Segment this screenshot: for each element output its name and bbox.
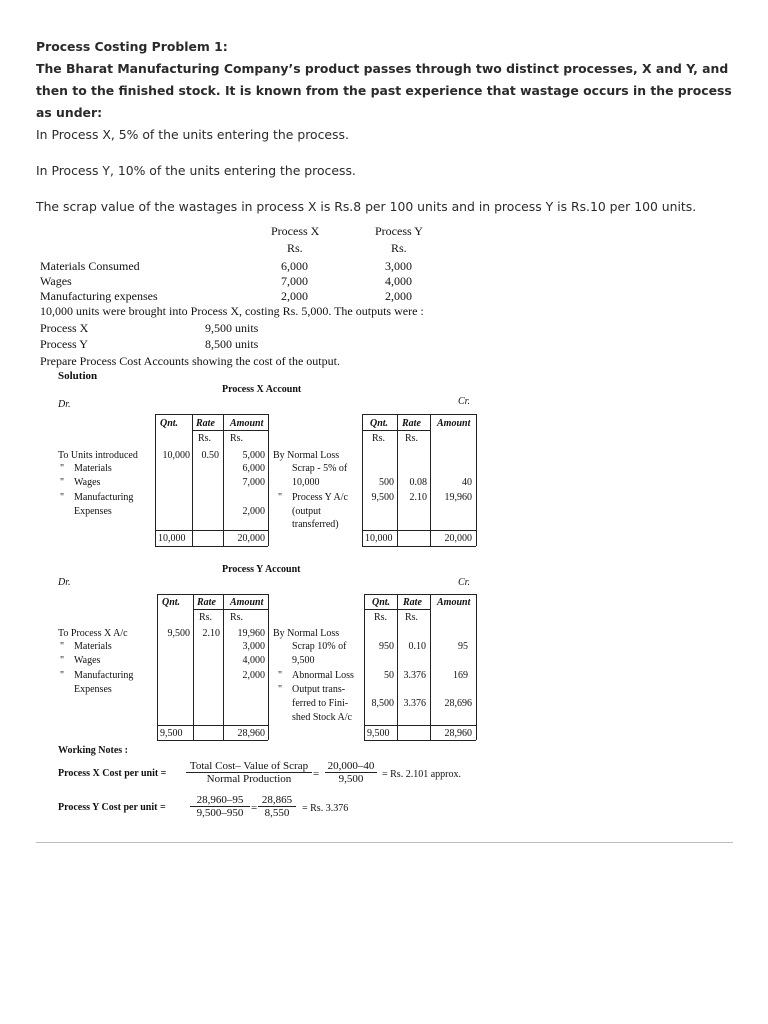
y-dr-label-1: Materials <box>74 641 112 652</box>
output-y-value: 8,500 units <box>205 337 259 351</box>
x-dr-label-1: Materials <box>74 463 112 474</box>
x-dr-label-0: To Units introduced <box>58 450 138 461</box>
x-dr-label-2: Wages <box>74 477 101 488</box>
wn-y-label: Process Y Cost per unit = <box>58 802 166 813</box>
x-cr-py-qnt: 9,500 <box>371 492 394 503</box>
output-y-label: Process Y <box>40 337 88 351</box>
y-cr-abn-l1: Abnormal Loss <box>292 670 354 681</box>
x-cr-normal-amount: 40 <box>462 477 472 488</box>
y-h-amount: Amount <box>230 597 264 608</box>
x-cr-normal-l1: By Normal Loss <box>273 450 340 461</box>
row-label-wages: Wages <box>40 274 72 288</box>
y-dr-qnt-0: 9,500 <box>167 628 190 639</box>
y-h-rate: Rate <box>197 597 216 608</box>
y-total-cr-qnt: 9,500 <box>367 728 390 739</box>
y-dr-ditto-2: " <box>60 655 65 666</box>
x-cr-normal-rate: 0.08 <box>409 477 427 488</box>
problem-statement: The Bharat Manufacturing Company’s product passes through two distinct processes, X and Y, and then to the finished stock. It is known from the past experience that wastage occurs in the process as under: <box>36 61 732 120</box>
wn-x-num2: 20,000–40 <box>327 760 375 772</box>
x-dr-ditto-1: " <box>60 463 65 474</box>
y-cr-abn-rate: 3.376 <box>403 670 426 681</box>
x-h-qnt: Qnt. <box>160 418 179 429</box>
working-notes-title: Working Notes : <box>58 745 128 756</box>
x-total-dr-qnt: 10,000 <box>158 533 186 544</box>
account-x-cr: Cr. <box>458 396 470 407</box>
units-line: 10,000 units were brought into Process X, costing Rs. 5,000. The outputs were : <box>40 304 424 318</box>
y-cr-normal-l3: 9,500 <box>292 655 315 666</box>
row-y-mfg: 2,000 <box>385 289 412 303</box>
col-x-unit: Rs. <box>287 241 303 255</box>
wn-x-den2: 9,500 <box>325 772 377 785</box>
x-h-amount: Amount <box>230 418 264 429</box>
row-y-wages: 4,000 <box>385 274 412 288</box>
y-cr-out-l1: Output trans- <box>292 684 346 695</box>
y-dr-amount-1: 3,000 <box>242 641 265 652</box>
x-cr-normal-l3: 10,000 <box>292 477 320 488</box>
x-dr-ditto-3: " <box>60 492 65 503</box>
y-dr-label-2: Wages <box>74 655 101 666</box>
y-cr-abn-qnt: 50 <box>384 670 394 681</box>
y-h-rate-cr: Rate <box>403 597 422 608</box>
wn-y-num2: 28,865 <box>261 794 293 806</box>
wastage-line-x: In Process X, 5% of the units entering the process. <box>36 127 349 142</box>
x-total-cr-amount: 20,000 <box>444 533 472 544</box>
x-dr-qnt-0: 10,000 <box>162 450 190 461</box>
row-label-mfg: Manufacturing expenses <box>40 289 158 303</box>
problem-title: Process Costing Problem 1: <box>36 39 228 54</box>
y-cr-out-qnt: 8,500 <box>371 698 394 709</box>
y-dr-amount-2: 4,000 <box>242 655 265 666</box>
row-x-wages: 7,000 <box>281 274 308 288</box>
x-total-dr-amount: 20,000 <box>237 533 265 544</box>
y-cr-normal-qnt: 950 <box>379 641 394 652</box>
x-dr-ditto-2: " <box>60 477 65 488</box>
x-dr-amount-1: 6,000 <box>242 463 265 474</box>
x-dr-label-3: Manufacturing <box>74 492 134 503</box>
x-h-amount-rs: Rs. <box>230 433 244 444</box>
y-h-amount-cr: Amount <box>437 597 471 608</box>
output-x-label: Process X <box>40 321 89 335</box>
wn-y-den1: 9,500–950 <box>190 806 250 819</box>
page-divider <box>36 842 733 843</box>
y-dr-ditto-3: " <box>60 670 65 681</box>
y-cr-abn-amount: 169 <box>453 670 468 681</box>
wastage-line-y: In Process Y, 10% of the units entering the process. <box>36 163 356 178</box>
y-cr-normal-rate: 0.10 <box>408 641 426 652</box>
wn-y-den2: 8,550 <box>258 806 296 819</box>
y-h-rate-cr-rs: Rs. <box>405 612 419 623</box>
y-h-rate-rs: Rs. <box>199 612 213 623</box>
x-cr-py-rate: 2.10 <box>409 492 427 503</box>
col-process-x: Process X <box>271 224 320 238</box>
y-cr-out-l2: ferred to Fini- <box>292 698 349 709</box>
y-cr-normal-l2: Scrap 10% of <box>292 641 347 652</box>
wn-x-result: = Rs. 2.101 approx. <box>382 769 461 780</box>
wn-x-fraction1 <box>186 760 312 785</box>
wn-x-den1: Normal Production <box>186 772 312 785</box>
y-dr-rate-0: 2.10 <box>202 628 220 639</box>
scrap-value-line: The scrap value of the wastages in process X is Rs.8 per 100 units and in process Y is Rs.10 per 100 units. <box>36 199 697 214</box>
y-cr-normal-l1: By Normal Loss <box>273 628 340 639</box>
x-dr-amount-3: 2,000 <box>242 506 265 517</box>
x-dr-amount-2: 7,000 <box>242 477 265 488</box>
row-x-mfg: 2,000 <box>281 289 308 303</box>
x-h-amount-cr: Amount <box>437 418 471 429</box>
y-dr-ditto-1: " <box>60 641 65 652</box>
x-dr-rate-0: 0.50 <box>201 450 219 461</box>
y-h-amount-rs: Rs. <box>230 612 244 623</box>
y-dr-amount-3: 2,000 <box>242 670 265 681</box>
y-total-dr-amount: 28,960 <box>237 728 265 739</box>
y-dr-label-3: Manufacturing <box>74 670 134 681</box>
y-h-qnt: Qnt. <box>162 597 181 608</box>
row-label-materials: Materials Consumed <box>40 259 140 273</box>
x-cr-py-l3: transferred) <box>292 519 339 530</box>
col-y-unit: Rs. <box>391 241 407 255</box>
wn-y-fraction1 <box>190 794 250 819</box>
y-cr-out-l3: shed Stock A/c <box>292 712 352 723</box>
wn-x-num1: Total Cost– Value of Scrap <box>189 760 309 772</box>
account-y-title: Process Y Account <box>222 564 301 575</box>
y-dr-label-3b: Expenses <box>74 684 112 695</box>
col-process-y: Process Y <box>375 224 423 238</box>
account-x-dr: Dr. <box>58 399 71 410</box>
y-cr-abn-ditto: " <box>278 670 283 681</box>
x-total-cr-qnt: 10,000 <box>365 533 393 544</box>
y-h-qnt-cr: Qnt. <box>372 597 391 608</box>
prepare-line: Prepare Process Cost Accounts showing the cost of the output. <box>40 354 340 368</box>
x-h-qnt-cr-rs: Rs. <box>372 433 386 444</box>
y-cr-out-ditto: " <box>278 684 283 695</box>
x-h-rate-cr: Rate <box>402 418 421 429</box>
account-y-dr: Dr. <box>58 577 71 588</box>
wn-y-fraction2 <box>258 794 296 819</box>
y-cr-out-amount: 28,696 <box>444 698 472 709</box>
x-h-rate-cr-rs: Rs. <box>405 433 419 444</box>
x-cr-py-l1: Process Y A/c <box>292 492 348 503</box>
y-cr-normal-amount: 95 <box>458 641 468 652</box>
y-dr-label-0: To Process X A/c <box>58 628 128 639</box>
output-x-value: 9,500 units <box>205 321 259 335</box>
y-dr-amount-0: 19,960 <box>237 628 265 639</box>
x-h-rate: Rate <box>196 418 215 429</box>
wn-x-label: Process X Cost per unit = <box>58 768 167 779</box>
x-cr-py-l2: (output <box>292 506 321 517</box>
x-dr-amount-0: 5,000 <box>242 450 265 461</box>
row-x-materials: 6,000 <box>281 259 308 273</box>
row-y-materials: 3,000 <box>385 259 412 273</box>
account-x-title: Process X Account <box>222 384 302 395</box>
x-dr-label-3b: Expenses <box>74 506 112 517</box>
x-cr-py-amount: 19,960 <box>444 492 472 503</box>
x-h-qnt-cr: Qnt. <box>370 418 389 429</box>
wn-y-num1: 28,960–95 <box>196 794 244 806</box>
y-total-cr-amount: 28,960 <box>444 728 472 739</box>
y-cr-out-rate: 3.376 <box>403 698 426 709</box>
problem-intro <box>36 36 736 218</box>
account-y-cr: Cr. <box>458 577 470 588</box>
y-total-dr-qnt: 9,500 <box>160 728 183 739</box>
x-cr-normal-qnt: 500 <box>379 477 394 488</box>
wn-x-fraction2 <box>325 760 377 785</box>
y-h-qnt-cr-rs: Rs. <box>374 612 388 623</box>
x-h-rate-rs: Rs. <box>198 433 212 444</box>
x-cr-ditto: " <box>278 492 283 503</box>
solution-label: Solution <box>58 370 98 382</box>
wn-y-result: = Rs. 3.376 <box>302 803 349 814</box>
x-cr-normal-l2: Scrap - 5% of <box>292 463 348 474</box>
